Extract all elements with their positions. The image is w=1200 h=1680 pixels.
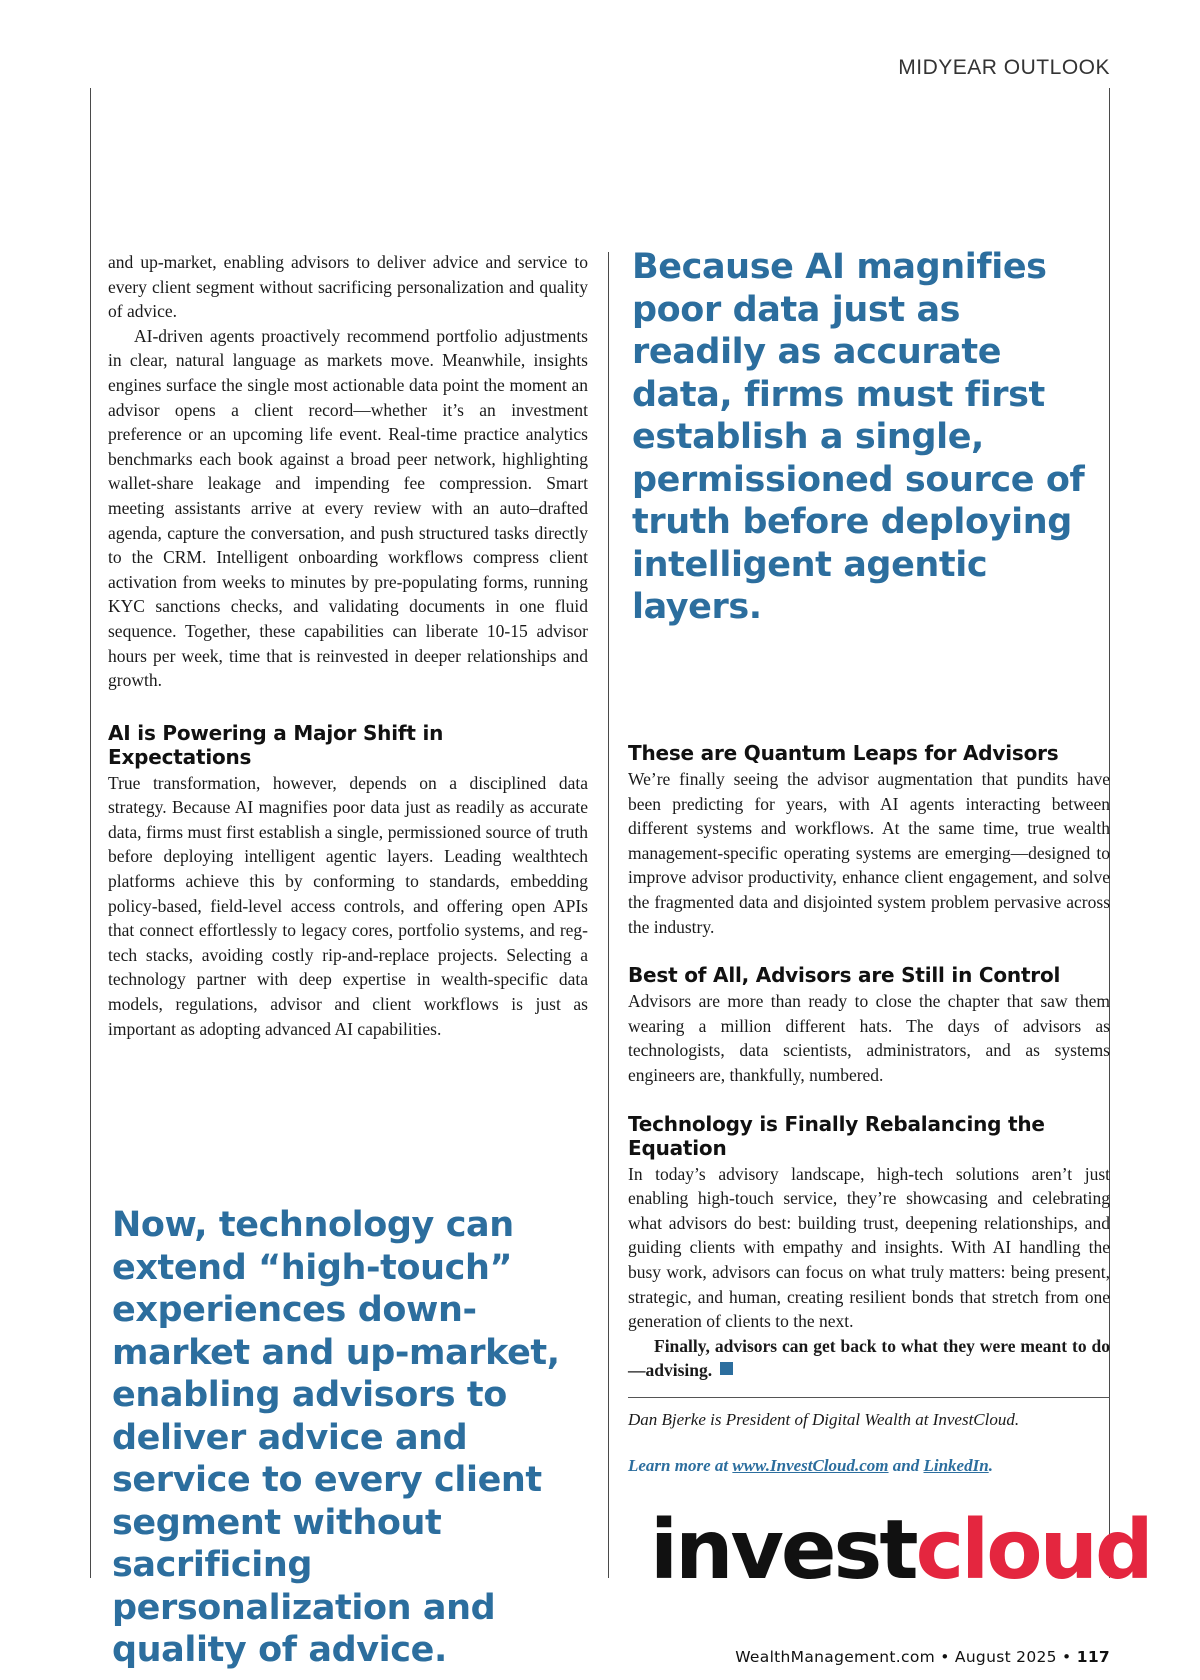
left-column (108, 250, 588, 1041)
section-body-quantum-leaps: We’re finally seeing the advisor augmentation that pundits have been predicting for years, with AI agents interacting between different systems and workflows. At the same time, true wealth management-specific operating systems are emerging—designed to improve advisor productivity, enhance client engagement, and solve the fragmented data and disjointed system problem pervasive across the industry. (628, 769, 1110, 937)
section-heading-expectations: AI is Powering a Major Shift in Expectations (108, 720, 444, 769)
section-heading-control: Best of All, Advisors are Still in Control (628, 963, 1061, 988)
bio-divider (628, 1397, 1110, 1398)
page-number: 117 (1076, 1648, 1110, 1666)
section-body-expectations: True transformation, however, depends on a disciplined data strategy. Because AI magnifies poor data just as readily as accurate data, firms must first establish a single, permissioned source of truth before deploying intelligent agentic layers. Leading wealthtech platforms achieve this by conforming to standards, embedding policy-based, field-level access controls, and offering open APIs that connect effortlessly to legacy cores, portfolio systems, and reg-tech stacks, avoiding costly rip-and-replace projects. Selecting a technology partner with deep expertise in wealth-specific data models, regulations, advisor and client workflows is just as important as adopting advanced AI capabilities. (108, 772, 588, 1039)
investcloud-logo (650, 1502, 1151, 1598)
column-divider-rule (608, 252, 609, 1578)
left-pullquote-box (112, 1204, 597, 1672)
investcloud-website-link[interactable]: www.InvestCloud.com (732, 1455, 889, 1475)
pullquote-data-truth: Because AI magnifies poor data just as readily as accurate data, firms must first establish a single, permissioned source of truth before deploying intelligent agentic layers. (632, 247, 1085, 627)
left-margin-rule (90, 88, 91, 1578)
end-of-article-mark (720, 1362, 733, 1375)
section-body-control: Advisors are more than ready to close the chapter that saw them wearing a million different hats. The days of advisors as technologists, data scientists, administrators, and as systems engineers are, thankfully, numbered. (628, 991, 1110, 1085)
right-pullquote-box (632, 246, 1102, 629)
right-column (628, 741, 1151, 1598)
author-bio: Dan Bjerke is President of Digital Wealth at InvestCloud. (628, 1409, 1020, 1429)
linkedin-link[interactable]: LinkedIn (923, 1455, 989, 1475)
section-body-rebalancing: In today’s advisory landscape, high-tech solutions aren’t just enabling high-touch service, they’re showcasing and celebrating what advisors do best: building trust, deepening relationships, and guiding clients with empathy and insights. With AI handling the busy work, advisors can focus on what truly matters: being present, strategic, and human, creating resilient bonds that stretch from one generation of clients to the next. (628, 1163, 1110, 1332)
pullquote-high-touch: Now, technology can extend “high-touch” experiences down-market and up-market, enabling advisors to deliver advice and service to every client segment without sacrificing personalization and quality of advice. (112, 1205, 560, 1670)
learn-more-line (628, 1456, 1110, 1476)
page-footer (735, 1648, 1110, 1666)
closing-text: Finally, advisors can get back to what they were meant to do—advising. (628, 1335, 1110, 1381)
section-heading-quantum-leaps: These are Quantum Leaps for Advisors (628, 741, 1059, 765)
closing-statement (628, 1334, 1110, 1383)
left-paragraph-1: and up-market, enabling advisors to deliver advice and service to every client segment without sacrificing personalization and quality of advice. (108, 252, 588, 322)
section-heading-rebalancing: Technology is Finally Rebalancing the Equation (628, 1111, 1045, 1160)
footer-publication: WealthManagement.com • August 2025 • (735, 1648, 1077, 1666)
left-paragraph-2: AI-driven agents proactively recommend portfolio adjustments in clear, natural language as markets move. Meanwhile, insights engines surface the single most actionable data point the moment an advisor opens a client record—whether it’s an investment preference or an upcoming life event. Real-time practice analytics benchmarks each book against a broad peer network, highlighting wallet-share leakage and impending fee compression. Smart meeting assistants arrive at every review with an auto–drafted agenda, capture the conversation, and push structured tasks directly to the CRM. Intelligent onboarding workflows compress client activation from weeks to minutes by pre-populating forms, running KYC sanctions checks, and validating documents in one fluid sequence. Together, these capabilities can liberate 10-15 advisor hours per week, time that is reinvested in deeper relationships and growth. (108, 325, 588, 691)
learn-prefix: Learn more at (628, 1455, 733, 1475)
learn-mid: and (888, 1455, 924, 1475)
running-head: MIDYEAR OUTLOOK (898, 56, 1110, 79)
logo-invest: invest (650, 1502, 916, 1598)
learn-suffix: . (988, 1455, 993, 1475)
logo-cloud: cloud (915, 1502, 1151, 1598)
